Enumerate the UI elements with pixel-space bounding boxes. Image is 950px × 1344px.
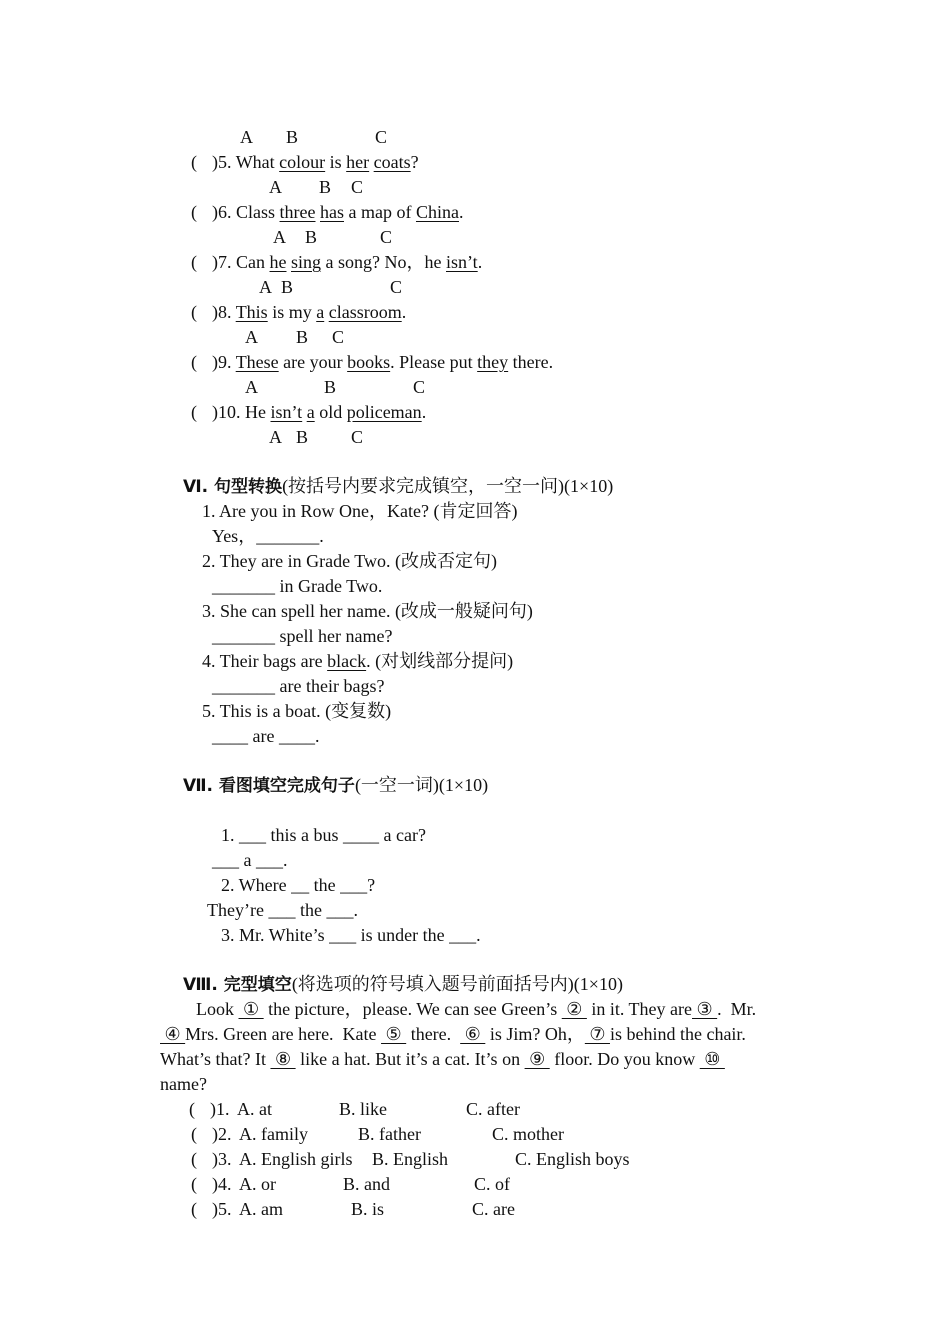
abc-label-a: A (240, 127, 253, 147)
option-number: )5. (212, 1199, 232, 1219)
answer-bracket: ( (191, 302, 197, 322)
cloze-passage-line-4: name? (160, 1074, 207, 1094)
section-6-line-10: ____ are ____. (212, 726, 320, 746)
section-7-note: (一空一词)(1×10) (354, 775, 489, 795)
abc-label-c: C (351, 177, 364, 197)
option-number: )1. (210, 1099, 230, 1119)
abc-label-c: C (351, 427, 364, 447)
option-number: )2. (212, 1124, 232, 1144)
question-item-9: )9. These are your books. Please put they there. (212, 352, 554, 372)
option-a: A. at (237, 1099, 272, 1119)
abc-label-b: B (296, 427, 309, 447)
option-c: C. after (466, 1099, 520, 1119)
cloze-passage-line-3: What’s that? It ⑧ like a hat. But it’s a cat. It’s on ⑨ floor. Do you know ⑩ (160, 1049, 725, 1069)
section-6-line-3: 2. They are in Grade Two. (改成否定句) (202, 551, 498, 571)
abc-label-c: C (390, 277, 403, 297)
answer-bracket: ( (191, 352, 197, 372)
option-b: B. father (358, 1124, 421, 1144)
abc-label-a: A (245, 377, 258, 397)
option-a: A. am (239, 1199, 283, 1219)
section-7-line-3: 2. Where __ the ___? (221, 875, 376, 895)
cloze-passage-line-2: ④ Mrs. Green are here. Kate ⑤ there. ⑥ is Jim? Oh， ⑦ is behind the chair. (160, 1024, 746, 1044)
cloze-passage-line-1: Look ① the picture，please. We can see Green’s ② in it. They are ③ . Mr. (196, 999, 757, 1019)
abc-label-a: A (269, 427, 282, 447)
abc-label-b: B (286, 127, 299, 147)
section-6-title: Ⅵ. 句型转换 (183, 477, 283, 497)
answer-bracket: ( (191, 1149, 197, 1169)
section-8-heading (183, 973, 623, 996)
option-number: )3. (212, 1149, 232, 1169)
answer-bracket: ( (191, 402, 197, 422)
option-c: C. are (472, 1199, 515, 1219)
section-7-heading (183, 774, 488, 797)
section-8-title: Ⅷ. 完型填空 (183, 975, 292, 995)
answer-bracket: ( (191, 1199, 197, 1219)
section-6-note: (按括号内要求完成镇空，一空一问)(1×10) (282, 476, 614, 496)
option-b: B. English (372, 1149, 449, 1169)
answer-bracket: ( (191, 1124, 197, 1144)
option-c: C. English boys (515, 1149, 630, 1169)
section-6-line-9: 5. This is a boat. (变复数) (202, 701, 392, 721)
abc-label-c: C (380, 227, 393, 247)
option-a: A. family (239, 1124, 308, 1144)
abc-label-a: A (259, 277, 272, 297)
answer-bracket: ( (191, 202, 197, 222)
abc-label-c: C (413, 377, 426, 397)
option-number: )4. (212, 1174, 232, 1194)
answer-bracket: ( (191, 1174, 197, 1194)
section-6-line-6: _______ spell her name? (212, 626, 393, 646)
section-6-line-8: _______ are their bags? (212, 676, 385, 696)
section-7-line-1: 1. ___ this a bus ____ a car? (221, 825, 426, 845)
option-a: A. English girls (239, 1149, 353, 1169)
abc-label-c: C (332, 327, 345, 347)
question-item-10: )10. He isn’t a old policeman. (212, 402, 427, 422)
answer-bracket: ( (191, 252, 197, 272)
question-item-7: )7. Can he sing a song? No，he isn’t. (212, 252, 483, 272)
abc-label-b: B (324, 377, 337, 397)
section-8-note: (将选项的符号填入题号前面括号内)(1×10) (291, 974, 623, 994)
section-7-line-5: 3. Mr. White’s ___ is under the ___. (221, 925, 481, 945)
answer-bracket: ( (191, 152, 197, 172)
section-6-line-4: _______ in Grade Two. (212, 576, 383, 596)
question-item-5: )5. What colour is her coats? (212, 152, 419, 172)
section-7-line-2: ___ a ___. (212, 850, 288, 870)
section-6-line-5: 3. She can spell her name. (改成一般疑问句) (202, 601, 533, 621)
question-item-6: )6. Class three has a map of China. (212, 202, 464, 222)
section-7-title: Ⅶ. 看图填空完成句子 (183, 776, 355, 796)
answer-bracket: ( (189, 1099, 195, 1119)
abc-label-a: A (273, 227, 286, 247)
abc-label-b: B (305, 227, 318, 247)
option-c: C. mother (492, 1124, 564, 1144)
abc-label-b: B (281, 277, 294, 297)
section-6-line-2: Yes，_______. (212, 526, 324, 546)
abc-label-a: A (269, 177, 282, 197)
abc-label-a: A (245, 327, 258, 347)
question-item-8: )8. This is my a classroom. (212, 302, 407, 322)
abc-label-b: B (296, 327, 309, 347)
option-b: B. and (343, 1174, 390, 1194)
section-7-line-4: They’re ___ the ___. (207, 900, 358, 920)
section-6-heading (183, 475, 613, 498)
option-c: C. of (474, 1174, 510, 1194)
abc-label-c: C (375, 127, 388, 147)
option-a: A. or (239, 1174, 276, 1194)
option-b: B. is (351, 1199, 385, 1219)
section-6-line-7: 4. Their bags are black. (对划线部分提问) (202, 651, 514, 671)
abc-label-b: B (319, 177, 332, 197)
section-6-line-1: 1. Are you in Row One，Kate? (肯定回答) (202, 501, 518, 521)
option-b: B. like (339, 1099, 387, 1119)
